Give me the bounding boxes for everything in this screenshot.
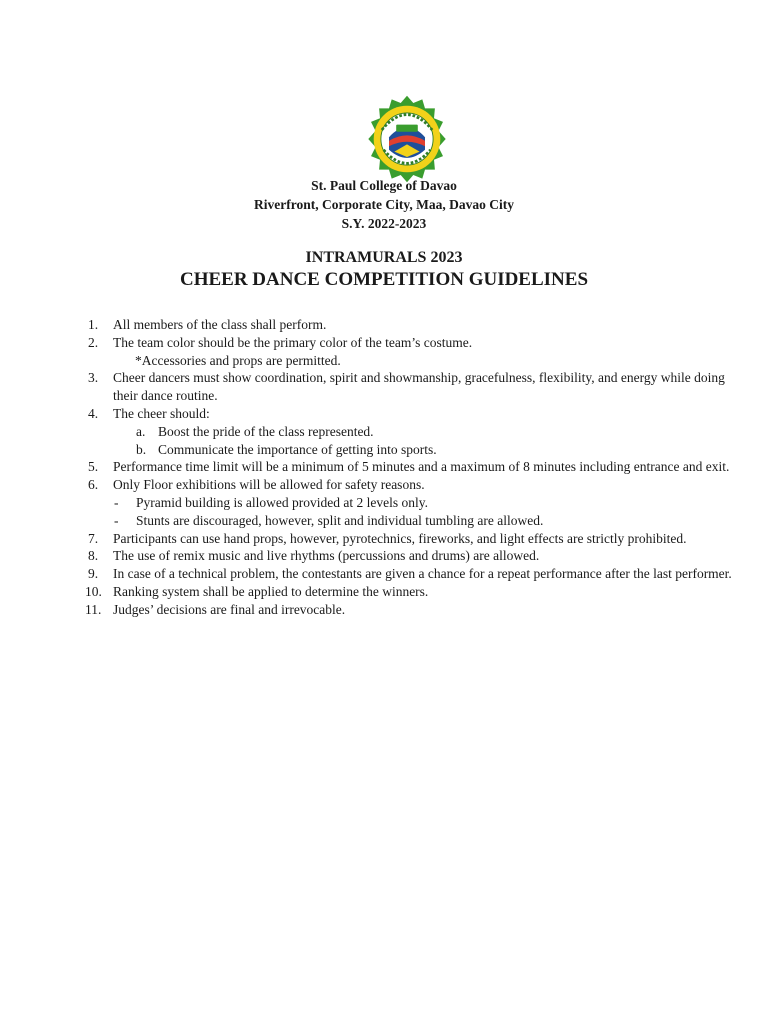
- item-number: 6.: [88, 477, 99, 493]
- guideline-note: *Accessories and props are permitted.: [135, 352, 341, 368]
- item-number: 1.: [88, 317, 99, 332]
- school-header: [0, 176, 768, 233]
- item-text: In case of a technical problem, the contestants are given a chance for a repeat performance after the last performer.: [113, 566, 732, 582]
- subitem-text: Boost the pride of the class represented.: [158, 423, 374, 439]
- item-number: 7.: [88, 530, 99, 546]
- item-number: 8.: [88, 548, 99, 564]
- item-number: 11.: [85, 601, 102, 617]
- guideline-subitem: [88, 441, 738, 459]
- guideline-item: [88, 405, 738, 423]
- college-seal-logo: [362, 94, 452, 184]
- event-title: INTRAMURALS 2023: [305, 249, 463, 266]
- subitem-text: Communicate the importance of getting into sports.: [158, 441, 437, 457]
- item-number: 10.: [85, 583, 102, 599]
- guideline-subitem: [88, 494, 738, 512]
- item-text: The use of remix music and live rhythms (percussions and drums) are allowed.: [113, 548, 540, 564]
- item-number: 2.: [88, 334, 99, 350]
- guidelines-list: [85, 316, 738, 619]
- guideline-item: [88, 458, 738, 476]
- subitem-marker: b.: [136, 441, 147, 457]
- item-text: The cheer should:: [113, 405, 210, 421]
- school-name: St. Paul College of Davao: [311, 178, 457, 193]
- subitem-marker: a.: [136, 423, 146, 439]
- school-address: Riverfront, Corporate City, Maa, Davao City: [254, 197, 514, 212]
- item-number: 3.: [88, 370, 99, 386]
- guideline-item: [85, 583, 738, 601]
- guideline-item: [88, 369, 738, 405]
- item-text: Judges’ decisions are final and irrevocable.: [113, 601, 346, 617]
- guideline-item: [88, 547, 738, 565]
- item-number: 9.: [88, 566, 99, 582]
- item-number: 4.: [88, 405, 99, 421]
- guideline-item: [85, 601, 738, 619]
- item-text: Performance time limit will be a minimum of 5 minutes and a maximum of 8 minutes including entrance and exit.: [113, 459, 730, 475]
- subitem-marker: -: [114, 494, 119, 510]
- subitem-text: Pyramid building is allowed provided at 2 levels only.: [136, 494, 428, 510]
- item-text: Only Floor exhibitions will be allowed for safety reasons.: [113, 477, 425, 493]
- guideline-subitem: [88, 423, 738, 441]
- item-text: Cheer dancers must show coordination, spirit and showmanship, gracefulness, flexibility, and energy while doing their dance routine.: [113, 370, 725, 404]
- item-text: The team color should be the primary color of the team’s costume.: [113, 334, 473, 350]
- document-title: CHEER DANCE COMPETITION GUIDELINES: [179, 269, 589, 290]
- item-text: Ranking system shall be applied to determine the winners.: [113, 583, 429, 599]
- guideline-item: [88, 530, 738, 548]
- subitem-text: Stunts are discouraged, however, split and individual tumbling are allowed.: [136, 512, 544, 528]
- school-year: S.Y. 2022-2023: [341, 216, 427, 231]
- guideline-subitem: [88, 512, 738, 530]
- item-number: 5.: [88, 459, 99, 475]
- guideline-item: [88, 565, 738, 583]
- guideline-item: [88, 334, 738, 352]
- guideline-item: [88, 316, 738, 334]
- subitem-marker: -: [114, 512, 119, 528]
- item-text: All members of the class shall perform.: [113, 317, 327, 332]
- guideline-item: [88, 476, 738, 494]
- item-text: Participants can use hand props, however, pyrotechnics, fireworks, and light effects are strictly prohibited.: [113, 530, 687, 546]
